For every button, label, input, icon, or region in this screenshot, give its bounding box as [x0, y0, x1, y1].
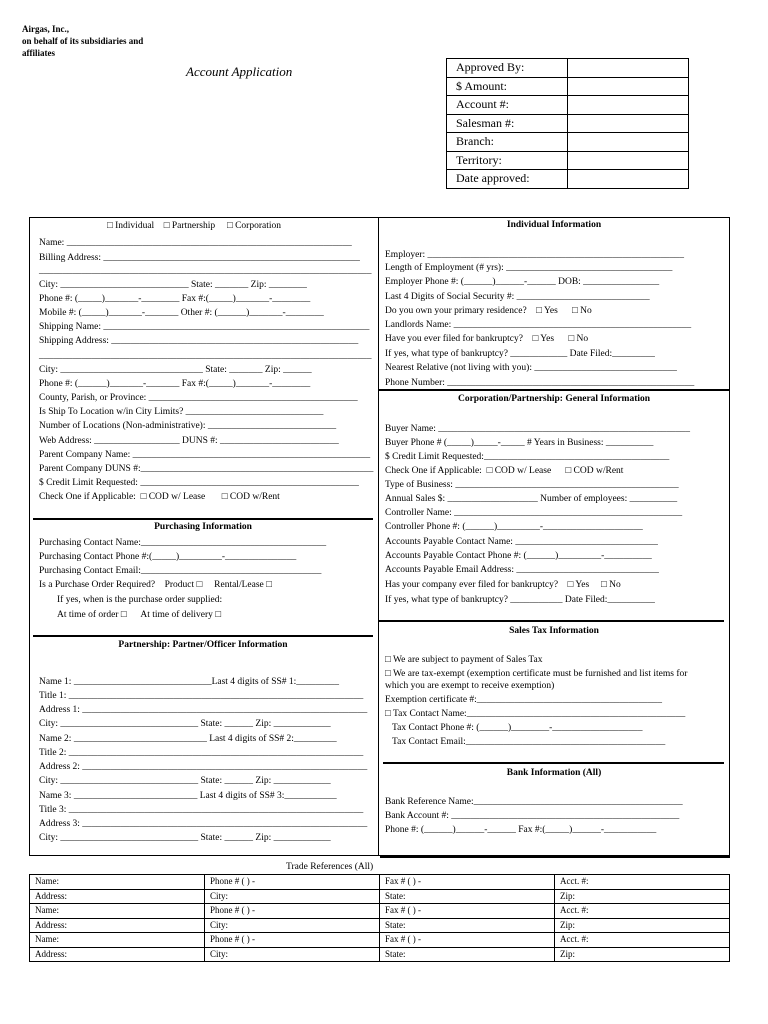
partner-heading: Partnership: Partner/Officer Information [118, 640, 288, 650]
checkbox-individual[interactable]: □ Individual [107, 221, 154, 231]
approval-field[interactable] [568, 133, 689, 152]
field-business-type[interactable]: Type of Business: _______________________________________________ [385, 480, 679, 490]
po-label: Is a Purchase Order Required? [39, 580, 156, 590]
table-cell[interactable]: City: [205, 947, 380, 962]
field-corp-bankruptcy-type[interactable]: If yes, what type of bankruptcy? ___________ Date Filed:__________ [385, 595, 655, 605]
field-buyer-phone[interactable]: Buyer Phone # (_____)_____-_____ # Years in Business: __________ [385, 438, 654, 448]
field-web-duns[interactable]: Web Address: __________________ DUNS #: _________________________ [39, 436, 339, 446]
checkbox-icon [141, 492, 147, 502]
field-ap-email[interactable]: Accounts Payable Email Address: ______________________________ [385, 565, 659, 575]
field-controller-name[interactable]: Controller Name: ________________________________________________ [385, 508, 683, 518]
field-nearest-relative[interactable]: Nearest Relative (not living with you): ______________________________ [385, 363, 677, 373]
table-cell[interactable]: State: [380, 947, 555, 962]
checkbox-cod-rent[interactable]: □ COD w/Rent [222, 492, 280, 502]
table-cell[interactable]: Name: [30, 875, 205, 890]
company-header [22, 23, 143, 59]
table-cell[interactable]: Address: [30, 918, 205, 933]
company-line-3: affiliates [22, 48, 55, 58]
field-tax-phone[interactable]: Tax Contact Phone #: (______)________-___________________ [392, 723, 643, 733]
table-cell[interactable]: Address: [30, 947, 205, 962]
approval-label: Branch: [447, 133, 568, 152]
checkbox-tax-subject[interactable]: □ We are subject to payment of Sales Tax [385, 654, 543, 666]
table-cell[interactable]: Phone # ( ) - [205, 875, 380, 890]
table-cell[interactable]: Zip: [555, 918, 730, 933]
checkbox-bankruptcy-yes[interactable]: □ Yes [532, 334, 554, 344]
table-cell[interactable]: State: [380, 889, 555, 904]
table-cell[interactable]: Address: [30, 889, 205, 904]
section-divider [380, 855, 730, 858]
field-purchasing-contact[interactable]: Purchasing Contact Name:_______________________________________ [39, 538, 327, 548]
table-row [30, 933, 730, 948]
field-tax-email[interactable]: Tax Contact Email:__________________________________________ [392, 737, 666, 747]
checkbox-icon [385, 669, 391, 679]
field-partner-title-3[interactable]: Title 3: ______________________________________________________________ [39, 805, 364, 815]
corp-cod-options [385, 465, 623, 477]
field-partner-city-1[interactable]: City: _____________________________ State: ______ Zip: ____________ [39, 719, 331, 729]
table-row [30, 904, 730, 919]
field-phone-number[interactable]: Phone Number: ____________________________________________________ [385, 378, 695, 388]
checkbox-icon [568, 334, 574, 344]
field-partner-address-2[interactable]: Address 2: ____________________________________________________________ [39, 762, 368, 772]
bankruptcy-question [385, 333, 588, 345]
field-purchasing-phone[interactable]: Purchasing Contact Phone #:(_____)_________-_______________ [39, 552, 297, 562]
purchasing-heading: Purchasing Information [154, 522, 252, 532]
checkbox-icon [222, 492, 228, 502]
field-ssn[interactable]: Last 4 Digits of Social Security #: ____________________________ [385, 292, 650, 302]
field-corp-credit-limit[interactable]: $ Credit Limit Requested:_______________________________________ [385, 452, 670, 462]
sales-tax-heading: Sales Tax Information [509, 626, 599, 636]
page-title: Account Application [186, 64, 293, 79]
table-row [30, 889, 730, 904]
po-when [57, 609, 221, 621]
checkbox-cod-lease[interactable]: □ COD w/ Lease [141, 492, 206, 502]
checkbox-corp-cod-lease[interactable]: □ COD w/ Lease [487, 466, 552, 476]
checkbox-icon [572, 306, 578, 316]
field-shipping-address-2[interactable]: ______________________________________________________________________ [39, 351, 372, 361]
field-partner-title-1[interactable]: Title 1: ______________________________________________________________ [39, 691, 364, 701]
checkbox-residence-yes[interactable]: □ Yes [536, 306, 558, 316]
field-billing-address-2[interactable]: ______________________________________________________________________ [39, 266, 372, 276]
checkbox-icon [385, 709, 391, 719]
table-cell[interactable]: Phone # ( ) - [205, 904, 380, 919]
checkbox-corp-bk-yes[interactable]: □ Yes [568, 580, 590, 590]
po-supplied-label: If yes, when is the purchase order supplied: [57, 595, 223, 605]
field-controller-phone[interactable]: Controller Phone #: (______)_________-_____________________ [385, 522, 643, 532]
checkbox-icon [215, 610, 221, 620]
checkbox-icon [227, 221, 233, 231]
field-partner-name-1[interactable]: Name 1: _____________________________Last 4 digits of SS# 1:_________ [39, 677, 340, 687]
table-cell[interactable]: Fax # ( ) - [380, 933, 555, 948]
checkbox-time-delivery[interactable]: At time of delivery □ [140, 610, 221, 620]
table-cell[interactable]: Acct. #: [555, 933, 730, 948]
column-divider [378, 217, 379, 856]
approval-label: Territory: [447, 151, 568, 170]
checkbox-icon [121, 610, 127, 620]
approval-field[interactable] [568, 59, 689, 78]
field-partner-title-2[interactable]: Title 2: ______________________________________________________________ [39, 748, 364, 758]
field-partner-address-3[interactable]: Address 3: ____________________________________________________________ [39, 819, 368, 829]
po-required [39, 579, 272, 591]
field-bank-account[interactable]: Bank Account #: ________________________________________________ [385, 811, 680, 821]
corp-heading: Corporation/Partnership: General Information [457, 394, 651, 404]
trade-references-table [29, 874, 730, 962]
checkbox-corp-cod-rent[interactable]: □ COD w/Rent [565, 466, 623, 476]
field-parent-duns[interactable]: Parent Company DUNS #:_________________________________________________ [39, 464, 374, 474]
approval-field[interactable] [568, 151, 689, 170]
company-line-1: Airgas, Inc., [22, 24, 69, 34]
table-cell[interactable]: Name: [30, 933, 205, 948]
checkbox-icon [565, 466, 571, 476]
field-ap-phone[interactable]: Accounts Payable Contact Phone #: (______)_________-__________ [385, 551, 652, 561]
section-divider [379, 389, 730, 391]
field-employment-length[interactable]: Length of Employment (# yrs): ___________________________________ [385, 263, 673, 273]
checkbox-tax-exempt[interactable]: □ We are tax-exempt (exemption certificate must be furnished and list items for [385, 668, 687, 680]
field-county[interactable]: County, Parish, or Province: ____________________________________________ [39, 393, 358, 403]
field-partner-address-1[interactable]: Address 1: ____________________________________________________________ [39, 705, 368, 715]
table-cell[interactable]: Phone # ( ) - [205, 933, 380, 948]
approval-label: $ Amount: [447, 77, 568, 96]
company-line-2: on behalf of its subsidiaries and [22, 36, 144, 46]
section-divider [379, 620, 724, 622]
checkbox-icon [164, 221, 170, 231]
table-cell[interactable]: City: [205, 889, 380, 904]
checkbox-icon [107, 221, 113, 231]
approval-table [446, 58, 689, 189]
approval-label: Date approved: [447, 170, 568, 189]
table-cell[interactable]: State: [380, 918, 555, 933]
individual-heading: Individual Information [506, 220, 602, 230]
corp-bankruptcy-label: Has your company ever filed for bankruptcy? [385, 580, 559, 590]
table-cell[interactable]: City: [205, 918, 380, 933]
tax-exempt-note: which you are exempt to receive exemption) [385, 681, 555, 691]
approval-field[interactable] [568, 96, 689, 115]
own-residence [385, 305, 592, 317]
field-employer[interactable]: Employer: ______________________________________________________ [385, 250, 684, 260]
field-ap-contact[interactable]: Accounts Payable Contact Name: ______________________________ [385, 537, 658, 547]
field-partner-name-3[interactable]: Name 3: __________________________ Last 4 digits of SS# 3:___________ [39, 791, 337, 801]
checkbox-icon [568, 580, 574, 590]
checkbox-bankruptcy-no[interactable]: □ No [568, 334, 588, 344]
entity-type-options [107, 220, 281, 232]
cod-options [39, 491, 280, 503]
field-shipping-name[interactable]: Shipping Name: ________________________________________________________ [39, 322, 370, 332]
table-row [30, 875, 730, 890]
checkbox-product[interactable]: Product □ [165, 580, 203, 590]
field-credit-limit[interactable]: $ Credit Limit Requested: ______________________________________________ [39, 478, 359, 488]
field-exemption-cert[interactable]: Exemption certificate #:_______________________________________ [385, 695, 663, 705]
checkbox-residence-no[interactable]: □ No [572, 306, 592, 316]
own-residence-label: Do you own your primary residence? [385, 306, 527, 316]
checkbox-icon [266, 580, 272, 590]
checkbox-corporation[interactable]: □ Corporation [227, 221, 281, 231]
field-shipping-address[interactable]: Shipping Address: ____________________________________________________ [39, 336, 359, 346]
field-parent-name[interactable]: Parent Company Name: __________________________________________________ [39, 450, 371, 460]
field-landlord[interactable]: Landlords Name: __________________________________________________ [385, 320, 692, 330]
table-cell[interactable]: Zip: [555, 947, 730, 962]
field-partner-name-2[interactable]: Name 2: ____________________________ Last 4 digits of SS# 2:_________ [39, 734, 337, 744]
field-partner-city-2[interactable]: City: _____________________________ State: ______ Zip: ____________ [39, 776, 331, 786]
bank-heading: Bank Information (All) [506, 768, 602, 778]
checkbox-icon [385, 655, 391, 665]
field-buyer-name[interactable]: Buyer Name: _____________________________________________________ [385, 424, 691, 434]
table-row [30, 947, 730, 962]
checkbox-corp-bk-no[interactable]: □ No [601, 580, 621, 590]
checkbox-icon [487, 466, 493, 476]
checkbox-rental[interactable]: Rental/Lease □ [214, 580, 272, 590]
field-billing-address[interactable]: Billing Address: ______________________________________________________ [39, 253, 360, 263]
field-employer-phone-dob[interactable]: Employer Phone #: (______)______-______ DOB: ________________ [385, 277, 660, 287]
checkbox-icon [532, 334, 538, 344]
table-row [30, 918, 730, 933]
checkbox-time-order[interactable]: At time of order □ [57, 610, 127, 620]
field-annual-sales[interactable]: Annual Sales $: ___________________ Number of employees: __________ [385, 494, 678, 504]
cod-label: Check One if Applicable: [39, 492, 136, 502]
table-cell[interactable]: Zip: [555, 889, 730, 904]
bankruptcy-label: Have you ever filed for bankruptcy? [385, 334, 523, 344]
section-divider [33, 635, 373, 637]
approval-label: Account #: [447, 96, 568, 115]
field-mobile[interactable]: Mobile #: (_____)_______-_______ Other #: (______)_______-________ [39, 308, 324, 318]
checkbox-tax-contact[interactable]: □ Tax Contact Name:______________________________________________ [385, 708, 685, 720]
table-cell[interactable]: Fax # ( ) - [380, 875, 555, 890]
table-cell[interactable]: Acct. #: [555, 875, 730, 890]
field-ship-phone[interactable]: Phone #: (______)_______-_______ Fax #:(_____)_______-________ [39, 379, 311, 389]
field-bankruptcy-type[interactable]: If yes, what type of bankruptcy? ____________ Date Filed:_________ [385, 349, 655, 359]
table-cell[interactable]: Fax # ( ) - [380, 904, 555, 919]
table-cell[interactable]: Name: [30, 904, 205, 919]
approval-label: Salesman #: [447, 114, 568, 133]
checkbox-icon [601, 580, 607, 590]
approval-field[interactable] [568, 77, 689, 96]
field-bank-phone-fax[interactable]: Phone #: (______)______-______ Fax #:(_____)______-___________ [385, 825, 657, 835]
field-phone[interactable]: Phone #: (_____)_______-________ Fax #:(_____)_______-________ [39, 294, 311, 304]
approval-field[interactable] [568, 170, 689, 189]
field-city[interactable]: City: ___________________________ State: _______ Zip: ________ [39, 280, 307, 290]
approval-field[interactable] [568, 114, 689, 133]
trade-references-title: Trade References (All) [286, 862, 374, 872]
corp-bankruptcy-question [385, 579, 621, 591]
section-divider [33, 518, 373, 520]
field-name[interactable]: Name: ____________________________________________________________ [39, 238, 352, 248]
field-partner-city-3[interactable]: City: _____________________________ State: ______ Zip: ____________ [39, 833, 331, 843]
field-city-limits[interactable]: Is Ship To Location w/in City Limits? _____________________________ [39, 407, 324, 417]
checkbox-icon [197, 580, 203, 590]
section-divider [383, 762, 724, 764]
field-bank-reference[interactable]: Bank Reference Name:____________________________________________ [385, 797, 683, 807]
checkbox-icon [536, 306, 542, 316]
table-cell[interactable]: Acct. #: [555, 904, 730, 919]
approval-label: Approved By: [447, 59, 568, 78]
field-locations[interactable]: Number of Locations (Non-administrative): ___________________________ [39, 421, 337, 431]
checkbox-partnership[interactable]: □ Partnership [164, 221, 215, 231]
corp-cod-label: Check One if Applicable: [385, 466, 482, 476]
field-ship-city[interactable]: City: ______________________________ State: _______ Zip: ______ [39, 365, 312, 375]
field-purchasing-email[interactable]: Purchasing Contact Email:______________________________________ [39, 566, 322, 576]
